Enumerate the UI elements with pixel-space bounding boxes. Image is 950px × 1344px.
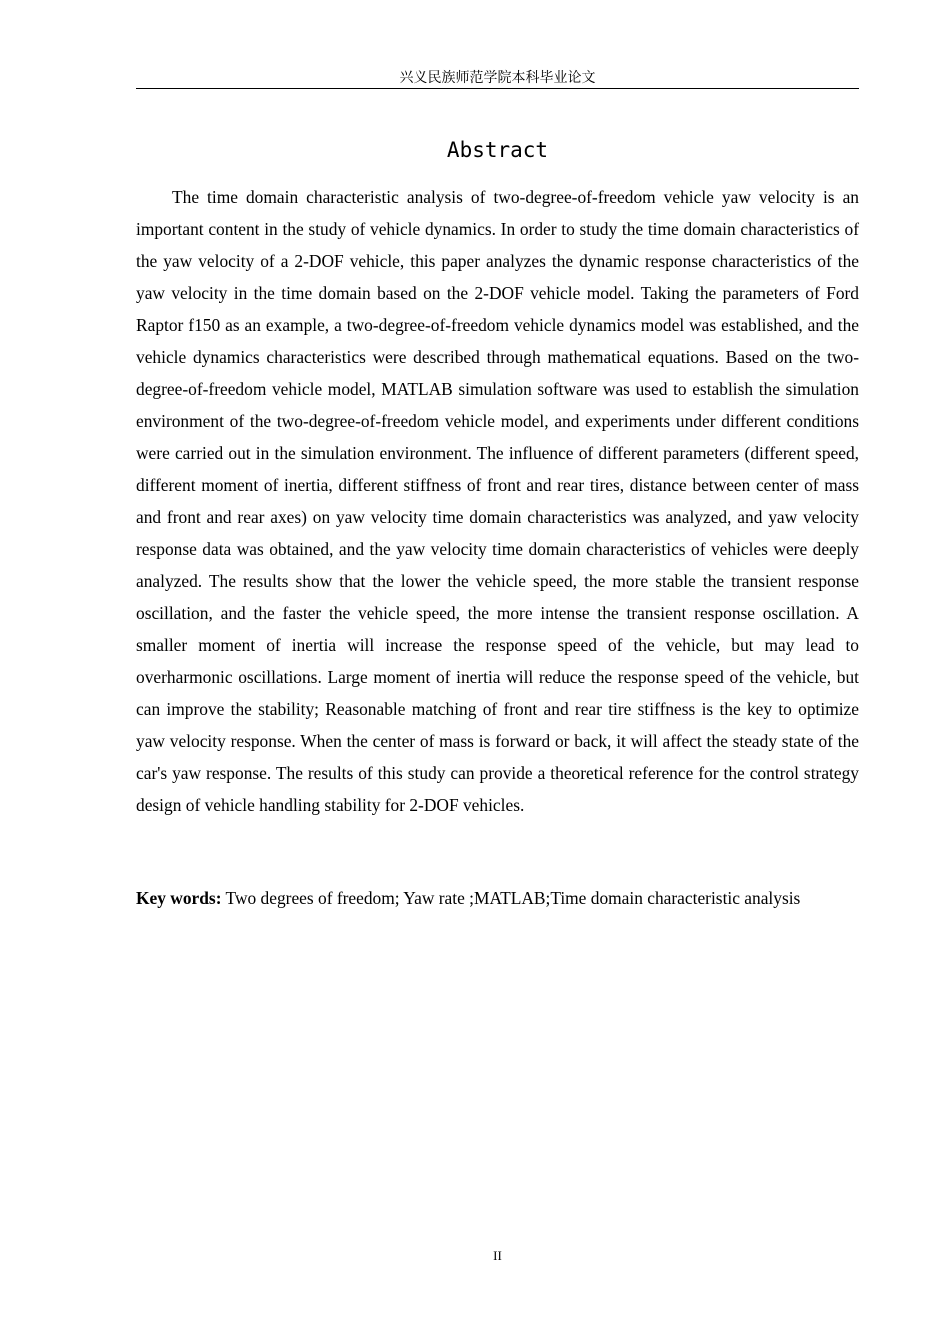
- page-number: II: [493, 1248, 502, 1263]
- abstract-title: Abstract: [446, 138, 549, 162]
- abstract-body: The time domain characteristic analysis of two-degree-of-freedom vehicle yaw velocity is an important content in the study of vehicle dynamics. In order to study the time domain characteristics of the yaw velocity of a 2-DOF vehicle, this paper analyzes the dynamic response characteristics of the yaw velocity in the time domain based on the 2-DOF vehicle model. Taking the parameters of Ford Raptor f150 as an example, a two-degree-of-freedom vehicle dynamics model was established, and the vehicle dynamics characteristics were described through mathematical equations. Based on the two-degree-of-freedom vehicle model, MATLAB simulation software was used to establish the simulation environment of the two-degree-of-freedom vehicle model, and experiments under different conditions were carried out in the simulation environment. The influence of different parameters (different speed, different moment of inertia, different stiffness of front and rear tires, distance between center of mass and front and rear axes) on yaw velocity time domain characteristics was analyzed, and yaw velocity response data was obtained, and the yaw velocity time domain characteristics of vehicles were deeply analyzed. The results show that the lower the vehicle speed, the more stable the transient response oscillation, and the faster the vehicle speed, the more intense the transient response oscillation. A smaller moment of inertia will increase the response speed of the vehicle, but may lead to overharmonic oscillations. Large moment of inertia will reduce the response speed of the vehicle, but can improve the stability; Reasonable matching of front and rear tire stiffness is the key to optimize yaw velocity response. When the center of mass is forward or back, it will affect the steady state of the car's yaw response. The results of this study can provide a theoretical reference for the control strategy design of vehicle handling stability for 2-DOF vehicles.: [136, 187, 859, 815]
- keywords: [136, 882, 859, 914]
- running-header: [136, 70, 859, 89]
- keywords-label: Key words:: [136, 888, 222, 908]
- running-header-title: 兴义民族师范学院本科毕业论文: [399, 70, 596, 86]
- keywords-text: Two degrees of freedom; Yaw rate ;MATLAB;Time domain characteristic analysis: [221, 888, 801, 908]
